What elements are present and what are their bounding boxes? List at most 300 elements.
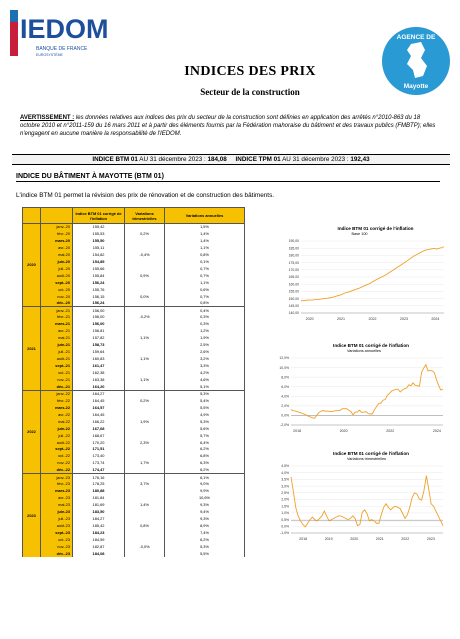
y-tick-label: 160,00 xyxy=(288,282,299,287)
annual-cell: 0,6% xyxy=(165,286,245,293)
agence-mayotte-logo xyxy=(381,26,451,96)
chart-title: Indice BTM 01 corrigé de l'inflation xyxy=(333,451,409,456)
annual-cell: 9,0% xyxy=(165,481,245,488)
index-cell: 156,15 xyxy=(73,293,125,300)
x-tick-label: 2024 xyxy=(431,317,440,321)
annual-cell: 0,4% xyxy=(165,307,245,314)
y-tick-label: 3,0% xyxy=(281,484,289,489)
index-cell: 164,27 xyxy=(73,390,125,397)
y-tick-label: 155,00 xyxy=(288,289,299,294)
annual-cell: 9,4% xyxy=(165,509,245,516)
y-tick-label: 145,00 xyxy=(288,304,299,308)
chart-subtitle: Variations annuelles xyxy=(347,349,381,353)
index-cell: 173,40 xyxy=(73,453,125,460)
month-cell: oct.-23 xyxy=(41,536,73,543)
quarterly-cell xyxy=(125,237,165,244)
index-cell: 158,73 xyxy=(73,342,125,349)
table-row xyxy=(23,314,245,321)
quarterly-cell xyxy=(125,411,165,418)
x-tick-label: 2022 xyxy=(386,429,395,433)
index-cell: 167,68 xyxy=(73,425,125,432)
index-cell: 156,00 xyxy=(73,314,125,321)
table-header: Variations trimestrielles xyxy=(125,208,165,224)
annual-cell: 6,4% xyxy=(165,439,245,446)
annual-cell: 0,7% xyxy=(165,293,245,300)
x-tick-label: 2024 xyxy=(432,429,441,433)
quarterly-cell xyxy=(125,488,165,495)
month-cell: juil.-21 xyxy=(41,349,73,356)
chart-title: Indice BTM 01 corrigé de l'inflation xyxy=(333,343,409,348)
annual-cell: 4,9% xyxy=(165,411,245,418)
month-cell: mai-23 xyxy=(41,502,73,509)
month-cell: févr.-22 xyxy=(41,397,73,404)
index-cell: 180,88 xyxy=(73,488,125,495)
month-cell: mars-21 xyxy=(41,321,73,328)
month-cell: juin-22 xyxy=(41,425,73,432)
svg-text:Mayotte: Mayotte xyxy=(403,83,429,90)
warning-label: AVERTISSEMENT : xyxy=(20,115,75,121)
index-cell: 184,27 xyxy=(73,516,125,523)
quarterly-cell: -0,2% xyxy=(125,314,165,321)
table-row xyxy=(23,321,245,328)
annual-cell: 5,4% xyxy=(165,397,245,404)
table-row xyxy=(23,467,245,474)
month-cell: févr.-20 xyxy=(41,230,73,237)
index-cell: 164,45 xyxy=(73,397,125,404)
quarterly-cell: 3,7% xyxy=(125,481,165,488)
quarterly-cell: 2,3% xyxy=(125,439,165,446)
section-intro: L'indice BTM 01 permet la révision des prix de rénovation et de construction des bâtiments. xyxy=(16,192,275,199)
y-tick-label: 170,00 xyxy=(288,268,299,272)
annual-cell: 6,2% xyxy=(165,536,245,543)
month-cell: mai-20 xyxy=(41,251,73,258)
table-row xyxy=(23,356,245,363)
month-cell: févr.-21 xyxy=(41,314,73,321)
year-cell: 2021 xyxy=(23,307,41,390)
series-line xyxy=(301,247,444,301)
warning-paragraph xyxy=(20,114,438,139)
y-tick-label: 180,00 xyxy=(288,253,299,258)
table-header xyxy=(41,208,73,224)
month-cell: mars-23 xyxy=(41,488,73,495)
annual-cell: 2,6% xyxy=(165,349,245,356)
x-tick-label: 2020 xyxy=(350,537,359,541)
index-cell: 163,38 xyxy=(73,376,125,383)
y-tick-label: -1,0% xyxy=(280,531,289,536)
month-cell: mars-20 xyxy=(41,237,73,244)
table-row xyxy=(23,244,245,251)
annual-cell: 1,1% xyxy=(165,244,245,251)
table-row xyxy=(23,411,245,418)
table-row xyxy=(23,328,245,335)
btm-table xyxy=(22,207,245,557)
annual-cell: 5,7% xyxy=(165,432,245,439)
annual-cell: 2,5% xyxy=(165,342,245,349)
y-tick-label: 175,00 xyxy=(288,260,299,265)
y-tick-label: 4,0% xyxy=(281,470,289,475)
quarterly-cell xyxy=(125,474,165,481)
quarterly-cell xyxy=(125,258,165,265)
btm-value: 184,08 xyxy=(207,156,227,163)
month-cell: janv.-23 xyxy=(41,474,73,481)
quarterly-cell: -0,0% xyxy=(125,543,165,550)
quarterly-cell xyxy=(125,224,165,231)
annual-cell: 3,2% xyxy=(165,356,245,363)
y-tick-label: 3,5% xyxy=(281,477,289,482)
quarterly-cell: 0,2% xyxy=(125,397,165,404)
table-row xyxy=(23,481,245,488)
annual-cell: 9,3% xyxy=(165,516,245,523)
annual-cell: 0,3% xyxy=(165,314,245,321)
section-title: INDICE DU BÂTIMENT À MAYOTTE (BTM 01) xyxy=(16,173,440,182)
x-tick-label: 2022 xyxy=(368,317,377,321)
page-subtitle: Secteur de la construction xyxy=(200,87,300,97)
index-cell: 155,11 xyxy=(73,244,125,251)
month-cell: nov.-21 xyxy=(41,376,73,383)
table-row xyxy=(23,258,245,265)
y-tick-label: 0,5% xyxy=(281,517,289,522)
month-cell: nov.-22 xyxy=(41,460,73,467)
y-tick-label: 12,0% xyxy=(279,356,289,361)
tpm-date: AU 31 décembre 2023 : xyxy=(280,156,351,163)
table-row xyxy=(23,363,245,370)
y-tick-label: 150,00 xyxy=(288,296,299,301)
quarterly-cell xyxy=(125,300,165,307)
y-tick-label: 2,5% xyxy=(281,491,289,495)
table-row xyxy=(23,529,245,536)
table-row xyxy=(23,279,245,286)
table-row xyxy=(23,272,245,279)
svg-text:IEDOM: IEDOM xyxy=(20,14,109,44)
index-cell: 184,59 xyxy=(73,536,125,543)
index-cell: 184,23 xyxy=(73,529,125,536)
btm-date: AU 31 décembre 2023 : xyxy=(137,156,208,163)
table-header-row xyxy=(23,208,245,224)
month-cell: avr.-21 xyxy=(41,328,73,335)
month-cell: juin-20 xyxy=(41,258,73,265)
index-cell: 174,47 xyxy=(73,467,125,474)
table-row xyxy=(23,342,245,349)
index-cell: 166,22 xyxy=(73,418,125,425)
table-body xyxy=(23,224,245,558)
quarterly-cell: 1,1% xyxy=(125,335,165,342)
annual-cell: 5,5% xyxy=(165,404,245,411)
chart-subtitle: Variations trimestrielles xyxy=(347,457,386,461)
index-cell: 156,00 xyxy=(73,321,125,328)
annual-cell: 0,7% xyxy=(165,272,245,279)
svg-text:AGENCE DE: AGENCE DE xyxy=(396,34,436,41)
annual-cell: 5,6% xyxy=(165,425,245,432)
table-row xyxy=(23,439,245,446)
index-cell: 164,57 xyxy=(73,404,125,411)
annual-cell: 7,4% xyxy=(165,529,245,536)
y-tick-label: 4,0% xyxy=(281,394,289,399)
quarterly-cell: 0,8% xyxy=(125,522,165,529)
table-row xyxy=(23,474,245,481)
y-tick-label: -2,0% xyxy=(280,423,289,428)
month-cell: févr.-23 xyxy=(41,481,73,488)
quarterly-cell xyxy=(125,363,165,370)
table-row xyxy=(23,516,245,523)
month-cell: juin-21 xyxy=(41,342,73,349)
annual-cell: 6,8% xyxy=(165,453,245,460)
annual-cell: 6,2% xyxy=(165,446,245,453)
iedom-logo xyxy=(6,8,116,70)
index-cell: 184,08 xyxy=(73,550,125,557)
index-cell: 155,42 xyxy=(73,224,125,231)
index-cell: 159,64 xyxy=(73,349,125,356)
quarterly-cell xyxy=(125,307,165,314)
quarterly-cell: 0,2% xyxy=(125,230,165,237)
table-row xyxy=(23,265,245,272)
annual-cell: 6,2% xyxy=(165,467,245,474)
month-cell: oct.-22 xyxy=(41,453,73,460)
y-tick-label: 190,00 xyxy=(288,239,299,244)
index-cell: 155,53 xyxy=(73,230,125,237)
table-header: Indice BTM 01 corrigé de l'inflation xyxy=(73,208,125,224)
table-row xyxy=(23,307,245,314)
quarterly-cell xyxy=(125,321,165,328)
annual-cell: 5,1% xyxy=(165,383,245,390)
year-cell: 2020 xyxy=(23,224,41,307)
quarterly-cell xyxy=(125,390,165,397)
table-row xyxy=(23,502,245,509)
month-cell: sept.-23 xyxy=(41,529,73,536)
tpm-label: INDICE TPM 01 xyxy=(235,156,281,163)
annual-cell: 9,9% xyxy=(165,488,245,495)
index-cell: 173,74 xyxy=(73,460,125,467)
y-tick-label: 0,0% xyxy=(281,524,289,529)
annual-cell: 0,7% xyxy=(165,265,245,272)
annual-cell: 0,3% xyxy=(165,321,245,328)
series-line xyxy=(291,476,443,527)
quarterly-cell xyxy=(125,550,165,557)
quarterly-cell xyxy=(125,342,165,349)
quarterly-cell xyxy=(125,404,165,411)
table-row xyxy=(23,383,245,390)
index-cell: 155,76 xyxy=(73,286,125,293)
index-cell: 157,82 xyxy=(73,335,125,342)
annual-cell: 1,4% xyxy=(165,237,245,244)
table-row xyxy=(23,550,245,557)
table-row xyxy=(23,286,245,293)
tpm-value: 192,43 xyxy=(350,156,370,163)
month-cell: août-22 xyxy=(41,439,73,446)
x-tick-label: 2019 xyxy=(324,537,333,541)
x-tick-label: 2021 xyxy=(375,537,384,541)
quarterly-cell xyxy=(125,529,165,536)
month-cell: août-23 xyxy=(41,522,73,529)
table-row xyxy=(23,300,245,307)
month-cell: déc.-21 xyxy=(41,383,73,390)
index-cell: 178,25 xyxy=(73,481,125,488)
index-cell: 156,81 xyxy=(73,328,125,335)
annual-cell: 6,3% xyxy=(165,460,245,467)
quarterly-cell xyxy=(125,383,165,390)
annual-cell: 0,1% xyxy=(165,258,245,265)
table-row xyxy=(23,425,245,432)
month-cell: sept.-20 xyxy=(41,279,73,286)
month-cell: oct.-20 xyxy=(41,286,73,293)
x-tick-label: 2023 xyxy=(399,317,408,321)
y-tick-label: 1,5% xyxy=(281,504,289,509)
month-cell: mai-21 xyxy=(41,335,73,342)
index-cell: 176,16 xyxy=(73,474,125,481)
y-tick-label: 10,0% xyxy=(279,365,289,370)
quarterly-cell: 1,7% xyxy=(125,460,165,467)
month-cell: janv.-21 xyxy=(41,307,73,314)
annual-cell: 1,5% xyxy=(165,224,245,231)
month-cell: nov.-23 xyxy=(41,543,73,550)
quarterly-cell xyxy=(125,516,165,523)
quarterly-cell xyxy=(125,432,165,439)
table-row xyxy=(23,397,245,404)
table-row xyxy=(23,230,245,237)
table-header xyxy=(23,208,41,224)
quarterly-cell: 0,0% xyxy=(125,293,165,300)
month-cell: déc.-23 xyxy=(41,550,73,557)
month-cell: avr.-22 xyxy=(41,411,73,418)
table-row xyxy=(23,418,245,425)
table-row xyxy=(23,536,245,543)
y-tick-label: 140,00 xyxy=(288,311,299,316)
index-cell: 181,69 xyxy=(73,502,125,509)
annual-cell: 6,1% xyxy=(165,474,245,481)
quarterly-cell xyxy=(125,509,165,516)
quarterly-cell xyxy=(125,446,165,453)
table-row xyxy=(23,251,245,258)
annual-cell: 3,3% xyxy=(165,363,245,370)
svg-text:BANQUE DE FRANCE: BANQUE DE FRANCE xyxy=(36,46,88,52)
index-cell: 156,24 xyxy=(73,300,125,307)
month-cell: août-20 xyxy=(41,272,73,279)
annual-cell: 0,8% xyxy=(165,251,245,258)
table-row xyxy=(23,404,245,411)
table-row xyxy=(23,432,245,439)
x-tick-label: 2018 xyxy=(293,429,302,433)
page-title: INDICES DES PRIX xyxy=(184,64,316,79)
annual-cell: 1,1% xyxy=(165,279,245,286)
y-tick-label: 1,0% xyxy=(281,511,289,516)
table-row xyxy=(23,349,245,356)
quarterly-cell: 1,1% xyxy=(125,356,165,363)
quarterly-cell xyxy=(125,495,165,502)
index-cell: 154,85 xyxy=(73,258,125,265)
month-cell: mars-22 xyxy=(41,404,73,411)
table-row xyxy=(23,335,245,342)
annual-cell: 9,3% xyxy=(165,502,245,509)
table-row xyxy=(23,446,245,453)
month-cell: sept.-22 xyxy=(41,446,73,453)
x-tick-label: 2020 xyxy=(305,317,314,321)
chart-subtitle: Base 100 xyxy=(351,232,368,236)
index-cell: 155,50 xyxy=(73,237,125,244)
annual-cell: 5,3% xyxy=(165,418,245,425)
index-cell: 156,24 xyxy=(73,279,125,286)
y-tick-label: 6,0% xyxy=(281,384,289,389)
svg-text:EUROSYSTÈME: EUROSYSTÈME xyxy=(36,53,63,57)
quarterly-cell xyxy=(125,265,165,272)
index-cell: 164,45 xyxy=(73,411,125,418)
table-row xyxy=(23,370,245,377)
quarterly-cell: -0,4% xyxy=(125,251,165,258)
quarterly-cell xyxy=(125,286,165,293)
index-cell: 183,50 xyxy=(73,509,125,516)
x-tick-label: 2020 xyxy=(339,429,348,433)
month-cell: janv.-22 xyxy=(41,390,73,397)
annual-cell: 1,2% xyxy=(165,328,245,335)
month-cell: août-21 xyxy=(41,356,73,363)
index-cell: 162,38 xyxy=(73,370,125,377)
index-cell: 156,00 xyxy=(73,307,125,314)
month-cell: avr.-23 xyxy=(41,495,73,502)
y-tick-label: 8,0% xyxy=(281,375,289,380)
index-cell: 154,82 xyxy=(73,251,125,258)
table-row xyxy=(23,453,245,460)
index-cell: 155,84 xyxy=(73,272,125,279)
month-cell: sept.-21 xyxy=(41,363,73,370)
month-cell: avr.-20 xyxy=(41,244,73,251)
y-tick-label: 165,00 xyxy=(288,275,299,280)
annual-cell: 5,3% xyxy=(165,390,245,397)
annual-cell: 4,6% xyxy=(165,376,245,383)
table-row xyxy=(23,237,245,244)
month-cell: déc.-20 xyxy=(41,300,73,307)
index-cell: 164,20 xyxy=(73,383,125,390)
month-cell: juin-23 xyxy=(41,509,73,516)
x-tick-label: 2023 xyxy=(426,537,435,541)
table-row xyxy=(23,293,245,300)
annual-cell: 5,3% xyxy=(165,543,245,550)
index-cell: 181,84 xyxy=(73,495,125,502)
quarterly-cell xyxy=(125,467,165,474)
x-tick-label: 2018 xyxy=(299,537,308,541)
y-tick-label: 0,0% xyxy=(281,413,289,418)
annual-cell: 8,9% xyxy=(165,522,245,529)
quarterly-cell xyxy=(125,370,165,377)
month-cell: juil.-20 xyxy=(41,265,73,272)
month-cell: oct.-21 xyxy=(41,370,73,377)
index-cell: 185,42 xyxy=(73,522,125,529)
index-cell: 161,47 xyxy=(73,363,125,370)
quarterly-cell xyxy=(125,425,165,432)
annual-cell: 5,5% xyxy=(165,550,245,557)
table-row xyxy=(23,495,245,502)
series-line xyxy=(291,365,443,419)
quarterly-cell: 1,1% xyxy=(125,376,165,383)
warning-text: les données relatives aux indices des prix du secteur de la construction sont définies en application des arrêtés n°2010-863 du 18 octobre 2010 et n°2011-159 du 16 mars 2011 et à partir des éléments fournis par la Fédération mahoraise du bâtiment et des travaux publics (FMBTP); elles n'engagent en aucune manière la responsabilité de l'IEDOM. xyxy=(20,115,436,138)
table-row xyxy=(23,509,245,516)
month-cell: mai-22 xyxy=(41,418,73,425)
table-row xyxy=(23,488,245,495)
year-cell: 2022 xyxy=(23,390,41,473)
table-row xyxy=(23,224,245,231)
y-tick-label: 2,0% xyxy=(281,497,289,502)
month-cell: nov.-20 xyxy=(41,293,73,300)
quarterly-cell: 1,4% xyxy=(125,502,165,509)
quarterly-cell xyxy=(125,453,165,460)
btm-label: INDICE BTM 01 xyxy=(92,156,138,163)
index-cell: 155,66 xyxy=(73,265,125,272)
index-cell: 170,20 xyxy=(73,439,125,446)
table-row xyxy=(23,376,245,383)
index-summary-banner xyxy=(12,154,450,165)
chart-index-base100 xyxy=(283,223,448,323)
month-cell: juil.-23 xyxy=(41,516,73,523)
table-row xyxy=(23,543,245,550)
x-tick-label: 2022 xyxy=(401,537,410,541)
index-cell: 182,87 xyxy=(73,543,125,550)
